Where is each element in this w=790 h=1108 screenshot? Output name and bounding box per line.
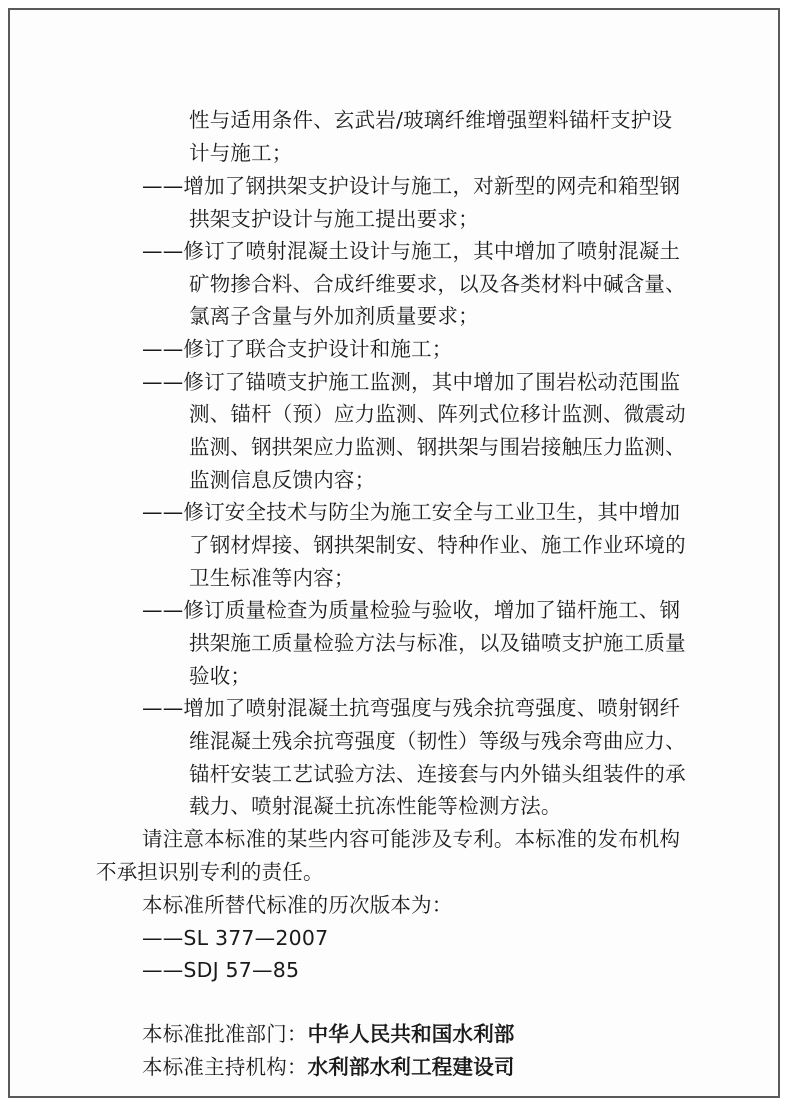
host-label: 本标准主持机构： [142,1055,308,1079]
text-line: 拱架施工质量检验方法与标准，以及锚喷支护施工质量 [189,631,686,655]
text-line: ——修订了联合支护设计和施工； [142,337,453,361]
text-line: 维混凝土残余抗弯强度（韧性）等级与残余弯曲应力、 [189,729,686,753]
text-line: 验收； [189,664,252,688]
text-line: ——增加了喷射混凝土抗弯强度与残余抗弯强度、喷射钢纤 [142,696,681,720]
host-line [142,1053,515,1081]
text-line: ——修订了喷射混凝土设计与施工，其中增加了喷射混凝土 [142,239,681,263]
text-line: 请注意本标准的某些内容可能涉及专利。本标准的发布机构 [142,827,681,851]
text-line: 锚杆安装工艺试验方法、连接套与内外锚头组装件的承 [189,762,686,786]
text-line: 性与适用条件、玄武岩/玻璃纤维增强塑料锚杆支护设 [189,108,673,132]
text-line: 测、锚杆（预）应力监测、阵列式位移计监测、微震动 [189,402,686,426]
text-line: 氯离子含量与外加剂质量要求； [189,304,479,328]
text-line: 卫生标准等内容； [189,566,355,590]
text-line: 载力、喷射混凝土抗冻性能等检测方法。 [189,794,562,818]
text-line: ——修订安全技术与防尘为施工安全与工业卫生，其中增加 [142,500,681,524]
text-line: 矿物掺合料、合成纤维要求，以及各类材料中碱含量、 [189,272,686,296]
text-line: ——修订质量检查为质量检验与验收，增加了锚杆施工、钢 [142,598,681,622]
text-line: 监测、钢拱架应力监测、钢拱架与围岩接触压力监测、 [189,435,686,459]
approval-value: 中华人民共和国水利部 [307,1022,515,1046]
text-line: 拱架支护设计与施工提出要求； [189,207,479,231]
host-value: 水利部水利工程建设司 [307,1055,515,1079]
text-line: 本标准所替代标准的历次版本为： [142,893,453,917]
text-line: 不承担识别专利的责任。 [96,860,324,884]
text-line: 计与施工； [189,141,293,165]
text-line: ——SL 377—2007 [142,926,329,950]
approval-line [142,1020,515,1048]
approval-label: 本标准批准部门： [142,1022,308,1046]
text-line: ——修订了锚喷支护施工监测，其中增加了围岩松动范围监 [142,370,681,394]
text-line: 了钢材焊接、钢拱架制安、特种作业、施工作业环境的 [189,533,686,557]
text-line: ——SDJ 57—85 [142,958,300,982]
text-line: ——增加了钢拱架支护设计与施工，对新型的网壳和箱型钢 [142,174,681,198]
text-line: 监测信息反馈内容； [189,468,376,492]
